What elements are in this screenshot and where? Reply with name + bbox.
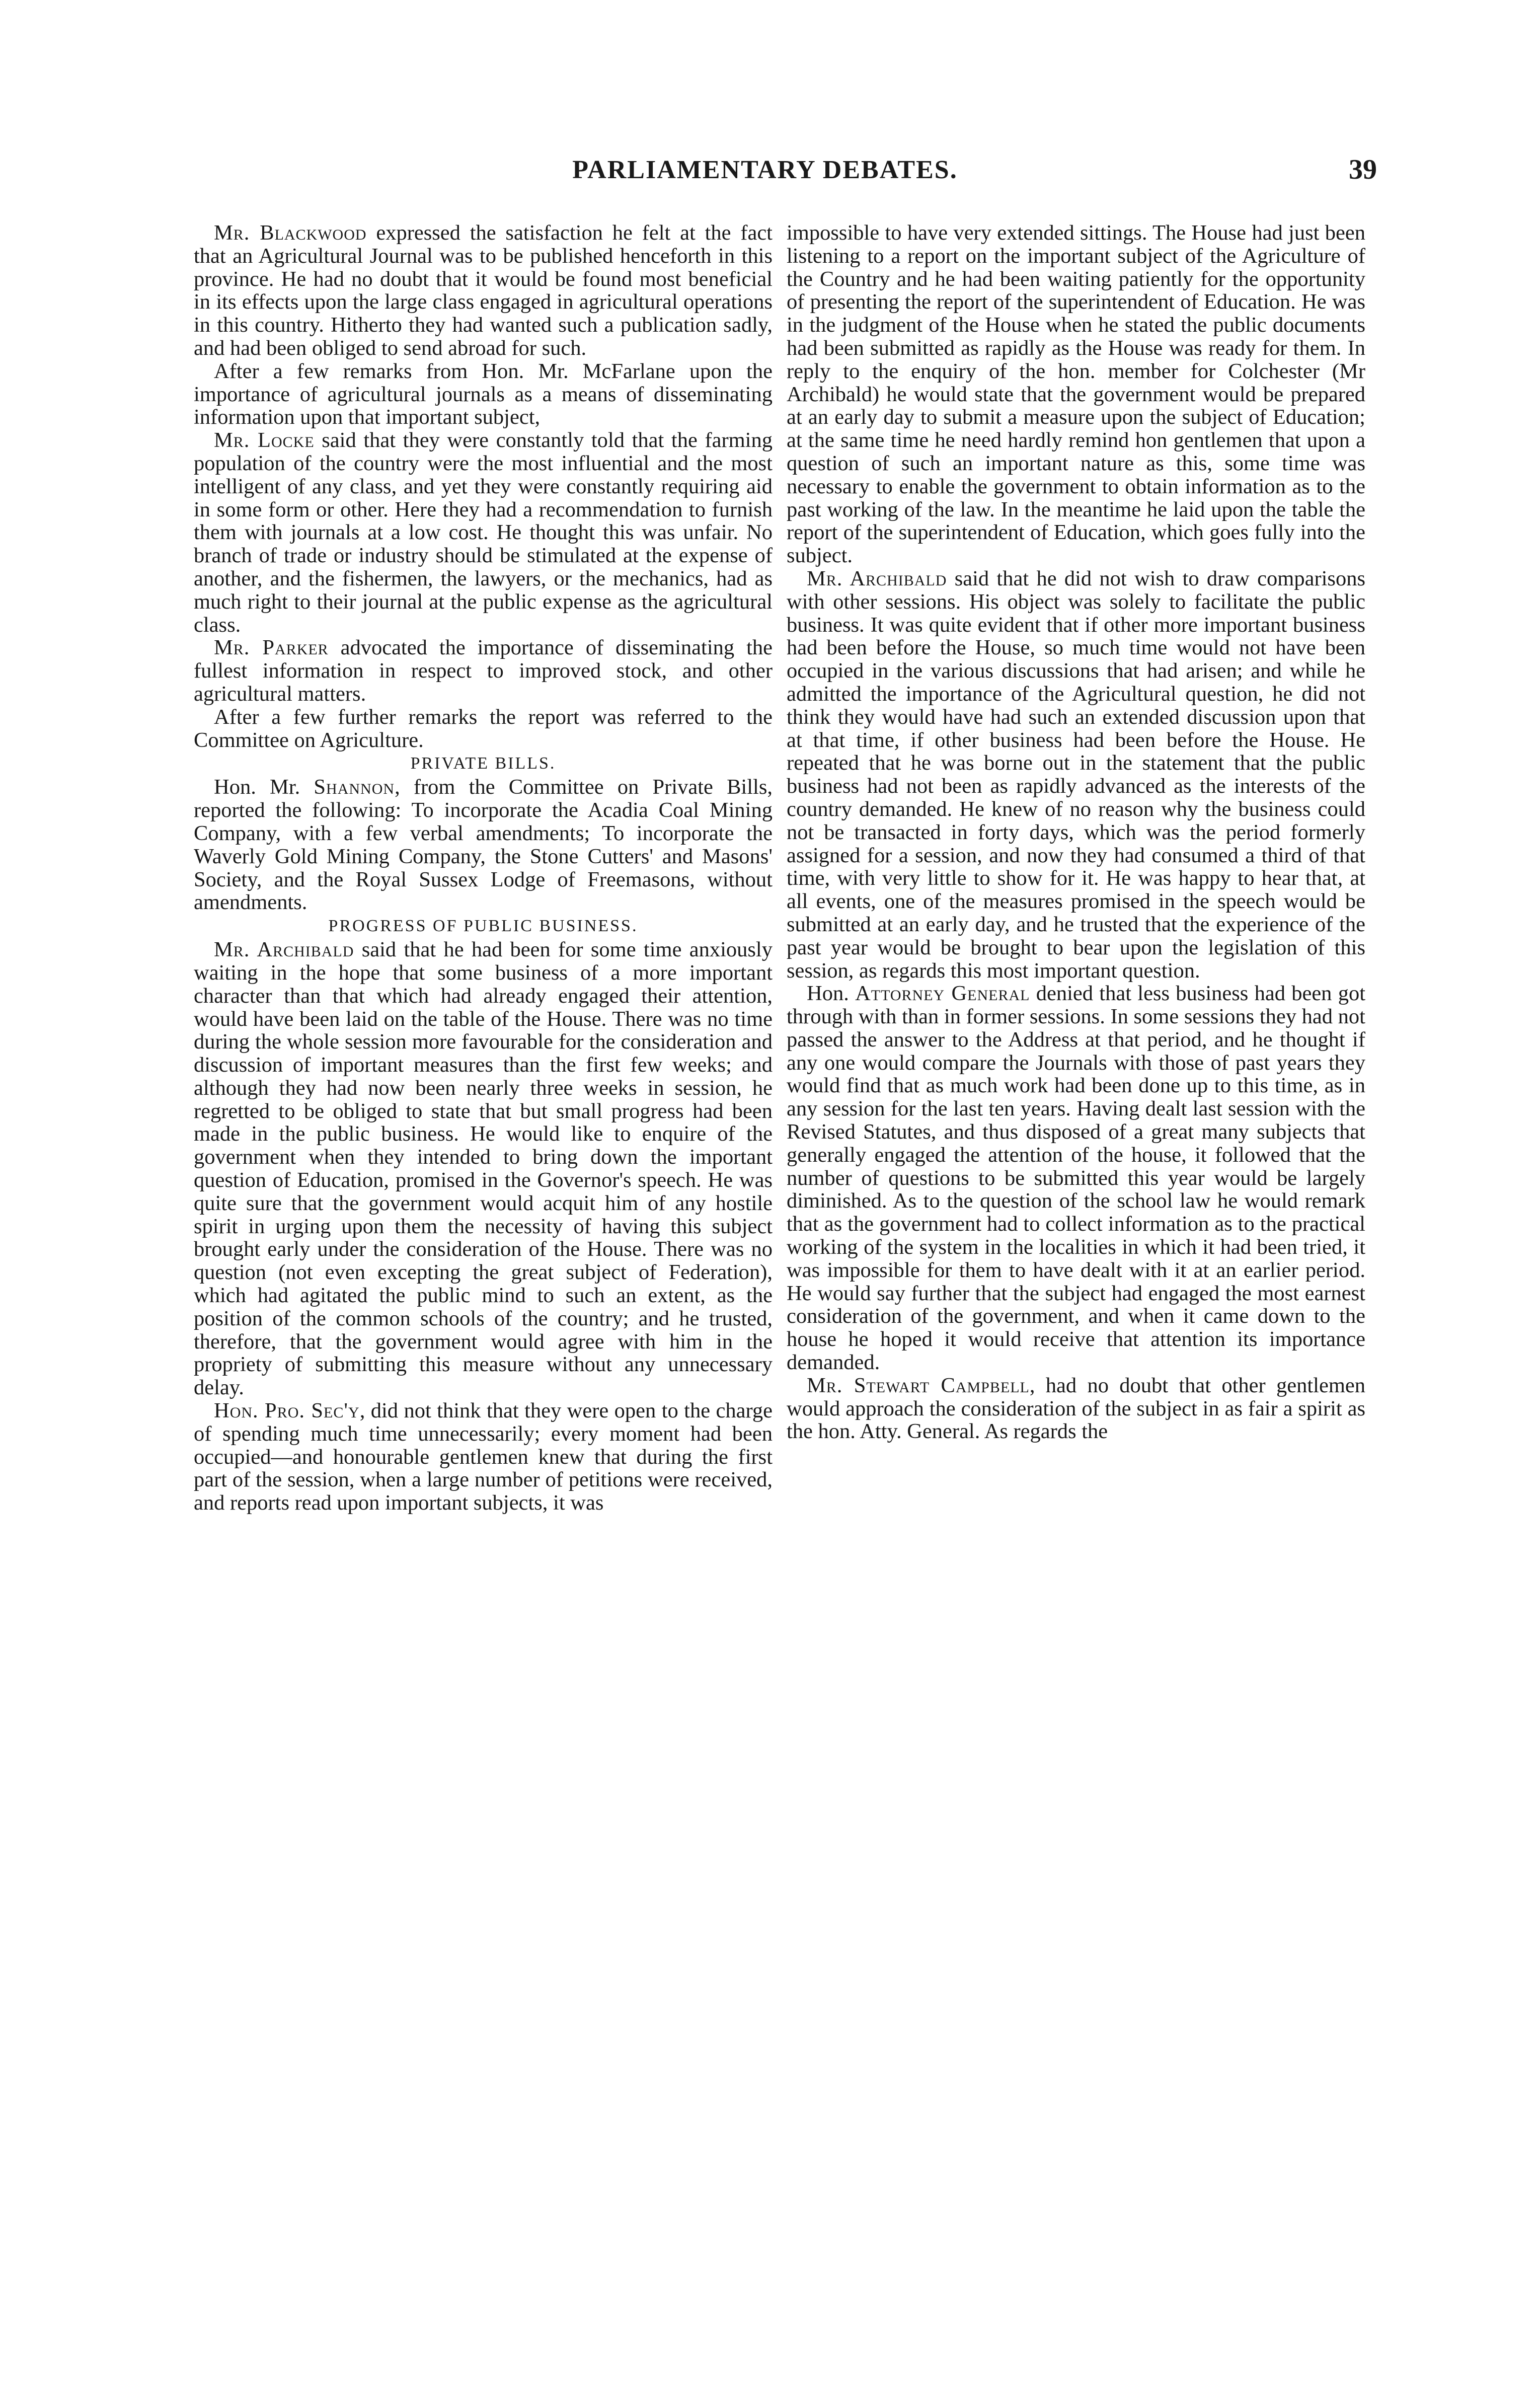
left-column	[194, 221, 773, 1515]
paragraph-text: said that he did not wish to draw comparisons with other sessions. His object was solely to facilitate the public business. It was quite evident that if other more important business had been before the House, so much time would not have been occupied in the various discussions that had arisen; and while he admitted the importance of the Agricultural question, he did not think they would have had such an extended discussion upon that at that time, if other business had been before the House. He repeated that he was borne out in the statement that the public business had not been as rapidly advanced as the interests of the country demanded. He knew of no reason why the business could not be transacted in forty days, which was the period formerly assigned for a session, and now they had consumed a third of that time, with very little to show for it. He was happy to hear that, at all events, one of the measures promised in the speech would be submitted at an early day, and he trusted that the experience of the past year would be brought to bear upon the legislation of this session, as regards this most important question.	[787, 566, 1365, 983]
paragraph-text: , had no doubt that other gentlemen would approach the consideration of the subject in as fair a spirit as the hon. Atty. General. As regards the	[787, 1373, 1365, 1444]
paragraph-text: denied that less business had been got through with than in former sessions. In some sessions they had not passed the answer to the Address at that period, and he thought if any one would compare the Journals with those of past years they would find that as much work had been done up to this time, as in any session for the last ten years. Having dealt last session with the Revised Statutes, and thus disposed of a great many subjects that generally engaged the attention of the house, it followed that the number of questions to be submitted this year would be largely diminished. As to the question of the school law he would remark that as the government had to collect information as to the practical working of the system in the localities in which it had been tried, it was impossible for them to have dealt with it at an earlier period. He would say further that the subject had engaged the most earnest consideration of the government, and when it came down to the house he hoped it would receive that attention its importance demanded.	[787, 982, 1365, 1375]
paragraph-text: , did not think that they were open to the charge of spending much time unnecessarily; every moment had been occupied—and honourable gentlemen knew that during the first part of the session, when a large number of petitions were received, and reports read upon important subjects, it was	[194, 1399, 773, 1515]
paragraph-archibald	[194, 938, 773, 1399]
speaker-name: Attorney General	[855, 982, 1030, 1006]
paragraph-pro-secy	[194, 1399, 773, 1515]
paragraph-text: expressed the satisfaction he felt at the fact that an Agricultural Journal was to be published henceforth in this province. He had no doubt that it would be found most beneficial in its effects upon the large class engaged in agricultural operations in this country. Hitherto they had wanted such a publication sadly, and had been obliged to send abroad for such.	[194, 221, 773, 360]
paragraph-text: After a few remarks from Hon. Mr. McFarlane upon the importance of agricultural journals as a means of disseminating information upon that important subject,	[194, 359, 773, 429]
speaker-name: Mr. Archibald	[214, 938, 354, 962]
paragraph-shannon	[194, 776, 773, 914]
paragraph-stewart-campbell	[787, 1374, 1365, 1443]
paragraph-text: impossible to have very extended sittings. The House had just been listening to a report on the important subject of the Agriculture of the Country and he had been waiting patiently for the opportunity of presenting the report of the superintendent of Education. He was in the judgment of the House when he stated the public documents had been submitted as rapidly as the House was ready for them. In reply to the enquiry of the hon. member for Colchester (Mr Archibald) he would state that the government would be prepared at an early day to submit a measure upon the subject of Education; at the same time he need hardly remind hon gentlemen that upon a question of such an important nature as this, some time was necessary to enable the government to obtain information as to the past working of the law. In the meantime he laid upon the table the report of the superintendent of Education, which goes fully into the subject.	[787, 221, 1365, 568]
paragraph-text: said that he had been for some time anxiously waiting in the hope that some business of a more important character than that which had already engaged their attention, would have been laid on the table of the House. There was no time during the whole session more favourable for the consideration and discussion of important measures than the first few weeks; and although they had now been nearly three weeks in session, he regretted to be obliged to state that but small progress had been made in the public business. He would like to enquire of the government when they intended to bring down the important question of Education, promised in the Governor's speech. He was quite sure that the government would acquit him of any hostile spirit in urging upon them the necessity of having this subject brought early under the consideration of the House. There was no question (not even excepting the great subject of Federation), which had agitated the public mind to such an extent, as the position of the common schools of the country; and he trusted, therefore, that the government would agree with him in the propriety of submitting this measure without any unnecessary delay.	[194, 938, 773, 1400]
paragraph-text: advocated the importance of disseminating the fullest information in respect to improved stock, and other agricultural matters.	[194, 636, 773, 706]
paragraph-mcfarlane-remarks	[194, 360, 773, 429]
speaker-name: Mr. Parker	[214, 636, 329, 660]
right-column	[787, 221, 1365, 1443]
section-heading-public-business: PROGRESS OF PUBLIC BUSINESS.	[328, 917, 638, 936]
speaker-name: Mr. Blackwood	[214, 221, 367, 245]
running-title: PARLIAMENTARY DEBATES.	[572, 156, 958, 184]
speaker-name: Mr. Archibald	[807, 566, 947, 590]
paragraph-attorney-general	[787, 982, 1365, 1374]
speaker-name: Hon. Pro. Sec'y	[214, 1399, 360, 1423]
paragraph-pro-secy-continued	[787, 221, 1365, 567]
speaker-prefix: Hon.	[807, 982, 856, 1006]
speaker-name: Mr. Locke	[214, 428, 315, 453]
paragraph-text: said that they were constantly told that the farming population of the country were the most influential and the most intelligent of any class, and yet they were constantly requiring aid in some form or other. Here they had a recommendation to furnish them with journals at a low cost. He thought this was unfair. No branch of trade or industry should be stimulated at the expense of another, and the fishermen, the lawyers, or the mechanics, had as much right to their journal at the public expense as the agricultural class.	[194, 428, 773, 637]
speaker-name: Shannon	[314, 775, 395, 799]
paragraph-text: After a few further remarks the report was referred to the Committee on Agriculture.	[194, 705, 773, 752]
speaker-prefix: Hon. Mr.	[214, 775, 314, 799]
paragraph-parker	[194, 636, 773, 705]
paragraph-blackwood	[194, 221, 773, 360]
paragraph-archibald-reply	[787, 567, 1365, 982]
paragraph-text: , from the Committee on Private Bills, reported the following: To incorporate the Acadia Coal Mining Company, with a few verbal amendments; To incorporate the Waverly Gold Mining Company, the Stone Cutters' and Masons' Society, and the Royal Sussex Lodge of Freemasons, without amendments.	[194, 775, 773, 915]
page-number: 39	[1349, 154, 1377, 185]
paragraph-locke	[194, 429, 773, 636]
section-heading-private-bills: PRIVATE BILLS.	[410, 754, 556, 773]
speaker-name: Mr. Stewart Campbell	[807, 1373, 1030, 1397]
paragraph-referral	[194, 706, 773, 752]
